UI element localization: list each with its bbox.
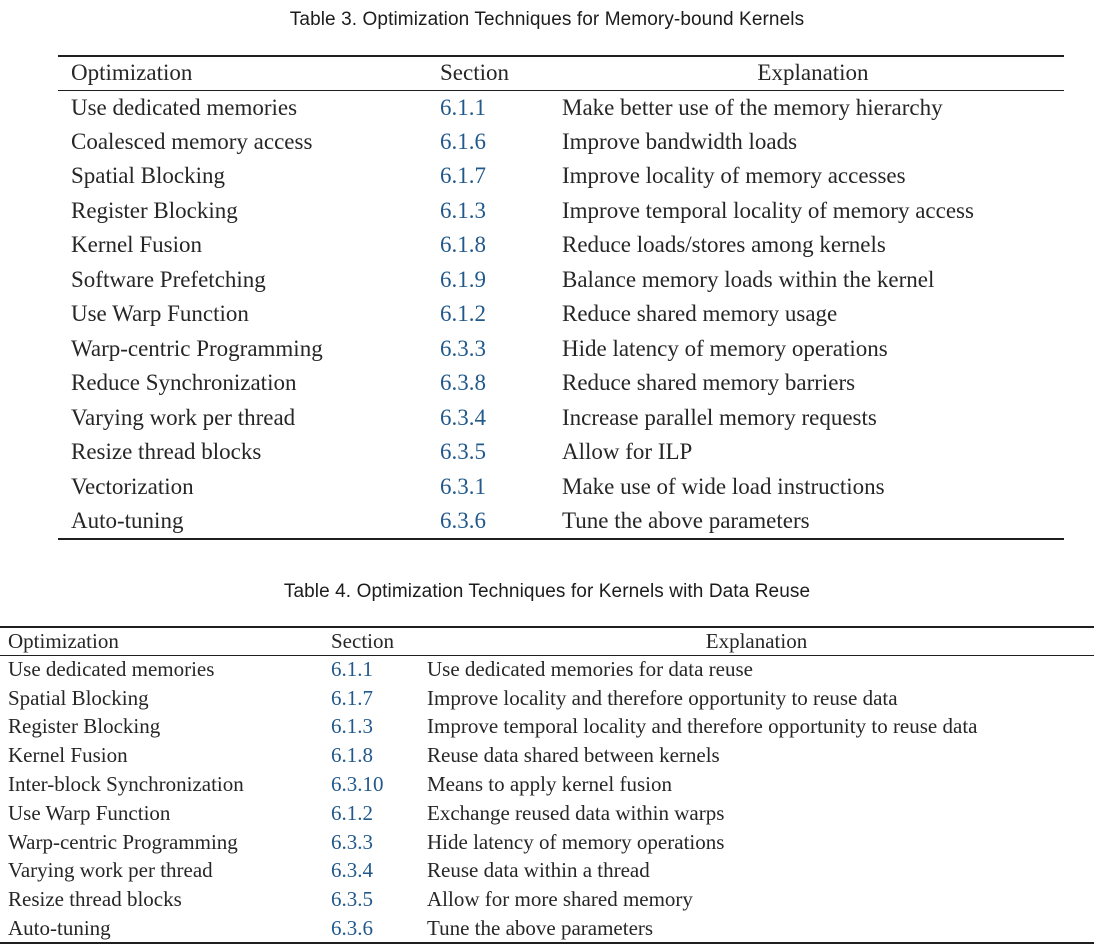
table-row — [58, 332, 1064, 367]
section-link[interactable]: 6.3.4 — [331, 858, 373, 883]
table-row — [58, 297, 1064, 332]
explanation-cell: Hide latency of memory operations — [562, 335, 888, 361]
section-link[interactable]: 6.1.1 — [331, 657, 373, 682]
table-row — [0, 741, 1094, 770]
explanation-cell: Allow for more shared memory — [427, 887, 693, 912]
table-row — [0, 713, 1094, 742]
optimization-cell: Use dedicated memories — [71, 94, 298, 120]
optimization-cell: Software Prefetching — [71, 266, 266, 292]
table3-caption: Table 3. Optimization Techniques for Memory-bound Kernels — [289, 9, 805, 30]
explanation-cell: Make better use of the memory hierarchy — [562, 94, 943, 120]
optimization-cell: Auto-tuning — [71, 507, 184, 533]
optimization-cell: Kernel Fusion — [71, 232, 202, 258]
optimization-cell: Coalesced memory access — [71, 128, 313, 154]
explanation-cell: Reduce loads/stores among kernels — [562, 232, 886, 258]
table-row — [0, 914, 1094, 943]
table-row — [0, 857, 1094, 886]
optimization-cell: Reduce Synchronization — [71, 370, 297, 396]
section-link[interactable]: 6.1.7 — [331, 685, 373, 710]
column-header-optimization: Optimization — [8, 628, 119, 653]
explanation-cell: Improve locality and therefore opportunity to reuse data — [427, 685, 898, 710]
explanation-cell: Allow for ILP — [562, 439, 693, 465]
section-link[interactable]: 6.1.2 — [440, 301, 486, 327]
optimization-cell: Auto-tuning — [8, 915, 111, 940]
section-cell — [426, 263, 562, 298]
section-cell — [426, 194, 562, 229]
section-cell — [323, 885, 419, 914]
table-row — [58, 125, 1064, 160]
section-link[interactable]: 6.1.3 — [440, 197, 486, 223]
table-row — [58, 159, 1064, 194]
section-link[interactable]: 6.3.3 — [331, 829, 373, 854]
optimization-cell: Inter-block Synchronization — [8, 772, 244, 797]
section-cell — [426, 366, 562, 401]
explanation-cell: Improve locality of memory accesses — [562, 163, 906, 189]
section-link[interactable]: 6.1.2 — [331, 800, 373, 825]
section-cell — [426, 159, 562, 194]
explanation-cell: Means to apply kernel fusion — [427, 772, 672, 797]
table4-body — [0, 655, 1094, 943]
section-cell — [323, 857, 419, 886]
section-cell — [323, 655, 419, 684]
section-cell — [426, 297, 562, 332]
section-link[interactable]: 6.1.3 — [331, 714, 373, 739]
table-row — [58, 228, 1064, 263]
optimization-cell: Warp-centric Programming — [71, 335, 323, 361]
header-row — [0, 627, 1094, 655]
section-link[interactable]: 6.3.5 — [331, 887, 373, 912]
column-header-section: Section — [440, 60, 509, 86]
optimization-cell: Warp-centric Programming — [8, 829, 238, 854]
table-row — [58, 435, 1064, 470]
section-link[interactable]: 6.3.8 — [440, 370, 486, 396]
table-row — [0, 885, 1094, 914]
table3-header — [58, 56, 1064, 90]
table3-body — [58, 90, 1064, 539]
explanation-cell: Use dedicated memories for data reuse — [427, 657, 753, 682]
explanation-cell: Improve temporal locality of memory access — [562, 197, 974, 223]
explanation-cell: Balance memory loads within the kernel — [562, 266, 935, 292]
table-row — [58, 194, 1064, 229]
section-cell — [426, 470, 562, 505]
column-header-explanation: Explanation — [705, 628, 808, 653]
optimization-cell: Register Blocking — [71, 197, 238, 223]
explanation-cell: Make use of wide load instructions — [562, 473, 885, 499]
table-row — [58, 504, 1064, 539]
section-cell — [323, 914, 419, 943]
table-row — [58, 90, 1064, 125]
table-row — [58, 470, 1064, 505]
section-cell — [426, 228, 562, 263]
section-link[interactable]: 6.1.6 — [440, 128, 486, 154]
section-cell — [426, 125, 562, 160]
optimization-cell: Vectorization — [71, 473, 194, 499]
section-cell — [323, 741, 419, 770]
section-link[interactable]: 6.1.7 — [440, 163, 486, 189]
section-cell — [426, 401, 562, 436]
optimization-cell: Spatial Blocking — [8, 685, 149, 710]
table4-caption: Table 4. Optimization Techniques for Kernels with Data Reuse — [283, 581, 811, 602]
section-cell — [323, 799, 419, 828]
explanation-cell: Tune the above parameters — [427, 915, 654, 940]
explanation-cell: Reuse data shared between kernels — [427, 743, 720, 768]
column-header-section: Section — [331, 628, 394, 653]
explanation-cell: Increase parallel memory requests — [562, 404, 877, 430]
section-link[interactable]: 6.1.8 — [331, 743, 373, 768]
table-row — [58, 366, 1064, 401]
optimization-cell: Kernel Fusion — [8, 743, 128, 768]
optimization-cell: Use dedicated memories — [8, 657, 215, 682]
table-row — [0, 770, 1094, 799]
section-link[interactable]: 6.3.5 — [440, 439, 486, 465]
section-link[interactable]: 6.1.1 — [440, 94, 486, 120]
section-link[interactable]: 6.3.1 — [440, 473, 486, 499]
header-row — [58, 56, 1064, 90]
optimization-cell: Resize thread blocks — [71, 439, 262, 465]
explanation-cell: Hide latency of memory operations — [427, 829, 725, 854]
section-cell — [323, 770, 419, 799]
section-link[interactable]: 6.1.8 — [440, 232, 486, 258]
column-header-explanation: Explanation — [757, 60, 869, 86]
optimization-cell: Varying work per thread — [8, 858, 213, 883]
optimization-cell: Spatial Blocking — [71, 163, 225, 189]
section-link[interactable]: 6.3.10 — [331, 772, 384, 797]
section-link[interactable]: 6.3.6 — [331, 915, 373, 940]
section-cell — [426, 504, 562, 539]
section-link[interactable]: 6.3.3 — [440, 335, 486, 361]
section-cell — [323, 713, 419, 742]
explanation-cell: Reduce shared memory usage — [562, 301, 838, 327]
section-cell — [426, 332, 562, 367]
optimization-cell: Use Warp Function — [8, 800, 171, 825]
section-cell — [323, 684, 419, 713]
column-header-optimization: Optimization — [71, 60, 193, 86]
optimization-cell: Resize thread blocks — [8, 887, 182, 912]
explanation-cell: Improve bandwidth loads — [562, 128, 798, 154]
table-row — [0, 684, 1094, 713]
table-row — [58, 263, 1064, 298]
table-row — [0, 655, 1094, 684]
section-link[interactable]: 6.1.9 — [440, 266, 486, 292]
explanation-cell: Reduce shared memory barriers — [562, 370, 856, 396]
explanation-cell: Exchange reused data within warps — [427, 800, 725, 825]
table-row — [58, 401, 1064, 436]
optimization-cell: Varying work per thread — [71, 404, 296, 430]
table-row — [0, 828, 1094, 857]
explanation-cell: Reuse data within a thread — [427, 858, 650, 883]
explanation-cell: Tune the above parameters — [562, 507, 810, 533]
section-link[interactable]: 6.3.6 — [440, 507, 486, 533]
explanation-cell: Improve temporal locality and therefore opportunity to reuse data — [427, 714, 978, 739]
section-cell — [323, 828, 419, 857]
optimization-cell: Use Warp Function — [71, 301, 249, 327]
table-row — [0, 799, 1094, 828]
table3-memory-bound-kernels — [58, 55, 1064, 540]
optimization-cell: Register Blocking — [8, 714, 161, 739]
section-cell — [426, 90, 562, 125]
table4-kernels-with-data-reuse — [0, 626, 1094, 944]
section-link[interactable]: 6.3.4 — [440, 404, 486, 430]
section-cell — [426, 435, 562, 470]
table4-header — [0, 627, 1094, 655]
